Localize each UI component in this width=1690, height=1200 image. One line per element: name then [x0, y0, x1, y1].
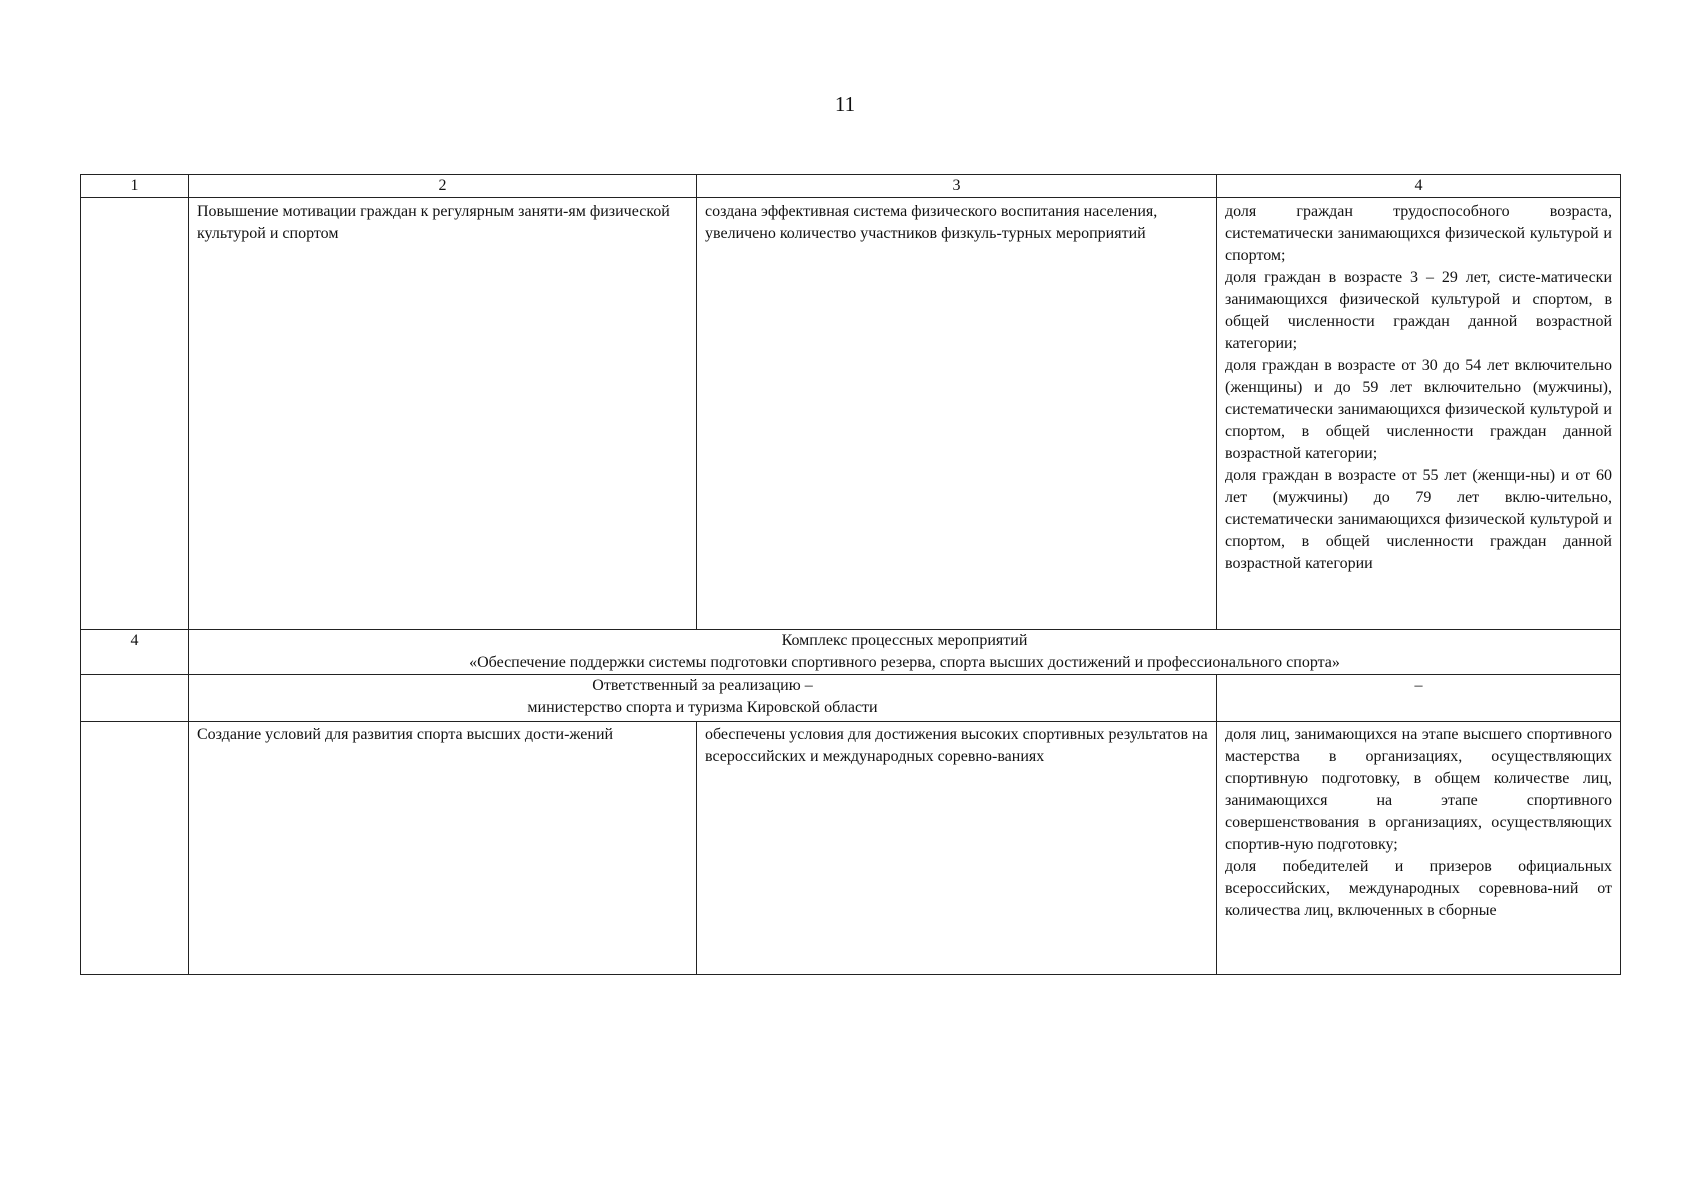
row2-col1 [81, 722, 189, 975]
responsible-row [81, 675, 1621, 722]
table-header-row [81, 175, 1621, 198]
table-row [81, 722, 1621, 975]
row2-indicator: доля победителей и призеров официальных всероссийских, международных соревнова-ний от количества лиц, включенных в сборные [1225, 858, 1612, 919]
responsible-empty [81, 675, 189, 722]
responsible-line2: министерство спорта и туризма Кировской области [527, 699, 878, 716]
header-col-3: 3 [697, 175, 1217, 198]
row2-task: Создание условий для развития спорта высших дости-жений [189, 722, 697, 975]
row2-indicator: доля лиц, занимающихся на этапе высшего спортивного мастерства в организациях, осуществляющих спортивную подготовку, в общем количестве лиц, занимающихся на этапе спортивного совершенствования в организациях, осуществляющих спортив-ную подготовку; [1225, 726, 1612, 853]
table-row [81, 198, 1621, 630]
row1-task: Повышение мотивации граждан к регулярным заняти-ям физической культурой и спортом [189, 198, 697, 630]
responsible-line1: Ответственный за реализацию – [592, 677, 813, 694]
row1-col1 [81, 198, 189, 630]
row2-result: обеспечены условия для достижения высоких спортивных результатов на всероссийских и международных соревно-ваниях [697, 722, 1217, 975]
indicators-table [80, 174, 1621, 975]
section-row [81, 630, 1621, 675]
section-title [189, 630, 1621, 675]
section-title-line1: Комплекс процессных мероприятий [781, 632, 1028, 649]
row1-indicator: доля граждан в возрасте от 55 лет (женщи-ны) и от 60 лет (мужчины) до 79 лет вклю-чительно, систематически занимающихся физической культурой и спортом, в общей численности граждан данной возрастной категории [1225, 467, 1612, 572]
page-number: 11 [834, 92, 856, 116]
header-col-1: 1 [81, 175, 189, 198]
header-col-2: 2 [189, 175, 697, 198]
row1-result: создана эффективная система физического воспитания населения, увеличено количество участников физкуль-турных мероприятий [697, 198, 1217, 630]
section-number: 4 [81, 630, 189, 675]
row1-indicator: доля граждан в возрасте 3 – 29 лет, систе-матически занимающихся физической культурой и спортом, в общей численности граждан данной возрастной категории; [1225, 269, 1612, 352]
row1-indicators [1217, 198, 1621, 630]
row1-indicator: доля граждан в возрасте от 30 до 54 лет включительно (женщины) и до 59 лет включительно (мужчины), систематически занимающихся физической культурой и спортом, в общей численности граждан данной возрастной категории; [1225, 357, 1612, 462]
section-title-line2: «Обеспечение поддержки системы подготовки спортивного резерва, спорта высших достижений и профессионального спорта» [469, 654, 1340, 671]
responsible-cell [189, 675, 1217, 722]
responsible-other: – [1217, 675, 1621, 722]
header-col-4: 4 [1217, 175, 1621, 198]
row1-indicator: доля граждан трудоспособного возраста, систематически занимающихся физической культурой и спортом; [1225, 203, 1612, 264]
row2-indicators [1217, 722, 1621, 975]
